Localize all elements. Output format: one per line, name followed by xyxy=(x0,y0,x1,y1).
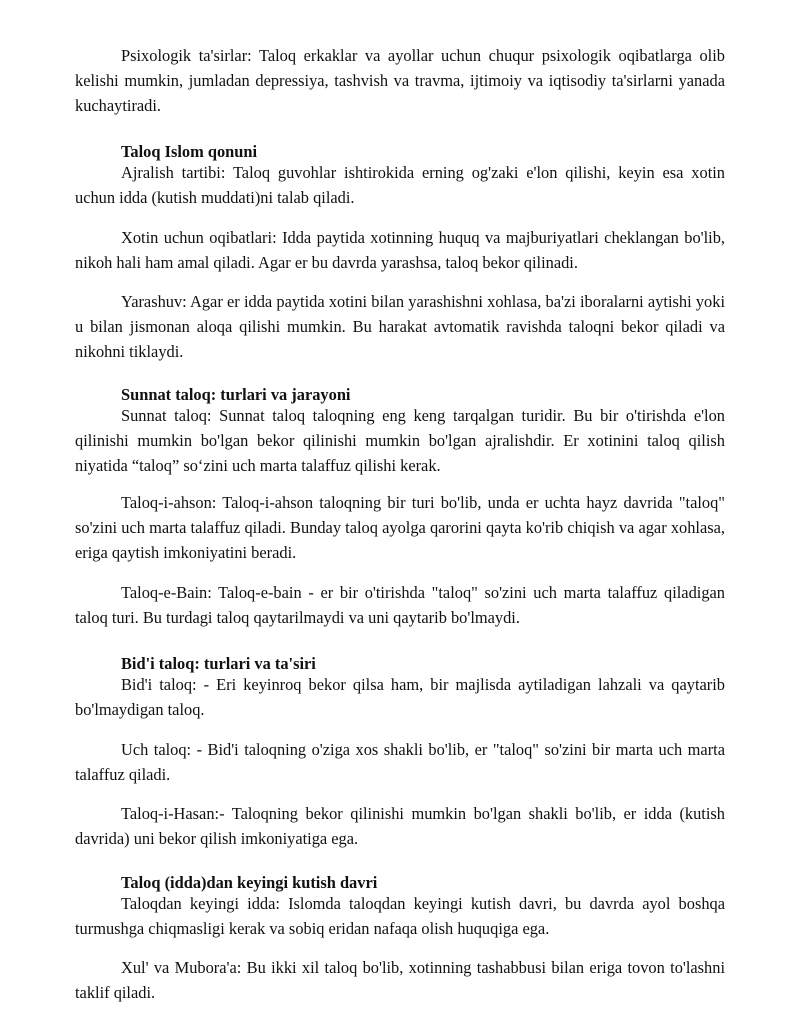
paragraph-bidi-divorce: Bid'i taloq: - Eri keyinroq bekor qilsa ham, bir majlisda aytiladigan lahzali va qaytarib bo'lmaydigan taloq. xyxy=(75,675,725,719)
paragraph-talaq-hasan: Taloq-i-Hasan:- Taloqning bekor qilinishi mumkin bo'lgan shakli bo'lib, er idda (kutish davrida) uni bekor qilish imkoniyatiga ega. xyxy=(75,804,725,848)
heading-bidi-divorce: Bid'i taloq: turlari va ta'siri xyxy=(121,654,316,673)
paragraph-talaq-ahsan: Taloq-i-ahson: Taloq-i-ahson taloqning bir turi bo'lib, unda er uchta hayz davrida "taloq" so'zini uch marta talaffuz qiladi. Bunday taloq ayolga qarorini qayta ko'rib chiqish va agar xohlasa, eriga qaytish imkoniyatini beradi. xyxy=(75,493,725,562)
paragraph-talaq-bain: Taloq-e-Bain: Taloq-e-bain - er bir o'tirishda "taloq" so'zini uch marta talaffuz qiladigan taloq turi. Bu turdagi taloq qaytarilmaydi va uni qaytarib bo'lmaydi. xyxy=(75,583,725,627)
paragraph-post-divorce-idda: Taloqdan keyingi idda: Islomda taloqdan keyingi kutish davri, bu davrda ayol boshqa turmushga chiqmasligi kerak va sobiq eridan nafaqa olish huquqiga ega. xyxy=(75,894,725,938)
paragraph-triple-divorce: Uch taloq: - Bid'i taloqning o'ziga xos shakli bo'lib, er "taloq" so'zini bir marta uch marta talaffuz qiladi. xyxy=(75,740,725,784)
paragraph-sunnah-divorce: Sunnat taloq: Sunnat taloq taloqning eng keng tarqalgan turidir. Bu bir o'tirishda e'lon qilinishi mumkin bo'lgan bekor qilinishi mumkin bo'lgan ajralishdir. Er xotinini taloq qilish niyatida “taloq” so‘zini uch marta talaffuz qilishi kerak. xyxy=(75,406,725,475)
heading-waiting-period: Taloq (idda)dan keyingi kutish davri xyxy=(121,873,378,892)
document-page xyxy=(75,0,725,1035)
paragraph-reconciliation: Yarashuv: Agar er idda paytida xotini bilan yarashishni xohlasa, ba'zi iboralarni aytishi yoki u bilan jismonan aloqa qilishi mumkin. Bu harakat avtomatik ravishda taloqni bekor qiladi va nikohni tiklaydi. xyxy=(75,292,725,361)
heading-islamic-law: Taloq Islom qonuni xyxy=(121,142,258,161)
paragraph-consequences-wife: Xotin uchun oqibatlari: Idda paytida xotinning huquq va majburiyatlari cheklangan bo'lib, nikoh hali ham amal qiladi. Agar er bu davrda yarashsa, taloq bekor qilinadi. xyxy=(75,228,725,272)
paragraph-psychological-effects: Psixologik ta'sirlar: Taloq erkaklar va ayollar uchun chuqur psixologik oqibatlarga olib kelishi mumkin, jumladan depressiya, tashvish va travma, ijtimoiy va iqtisodiy ta'sirlarni yanada kuchaytiradi. xyxy=(75,46,725,115)
heading-sunnah-divorce: Sunnat taloq: turlari va jarayoni xyxy=(121,385,351,404)
paragraph-khul-mubaraa: Xul' va Mubora'a: Bu ikki xil taloq bo'lib, xotinning tashabbusi bilan eriga tovon to'lashni taklif qiladi. xyxy=(75,958,725,1002)
paragraph-divorce-procedure: Ajralish tartibi: Taloq guvohlar ishtirokida erning og'zaki e'lon qilishi, keyin esa xotin uchun idda (kutish muddati)ni talab qiladi. xyxy=(75,163,725,207)
